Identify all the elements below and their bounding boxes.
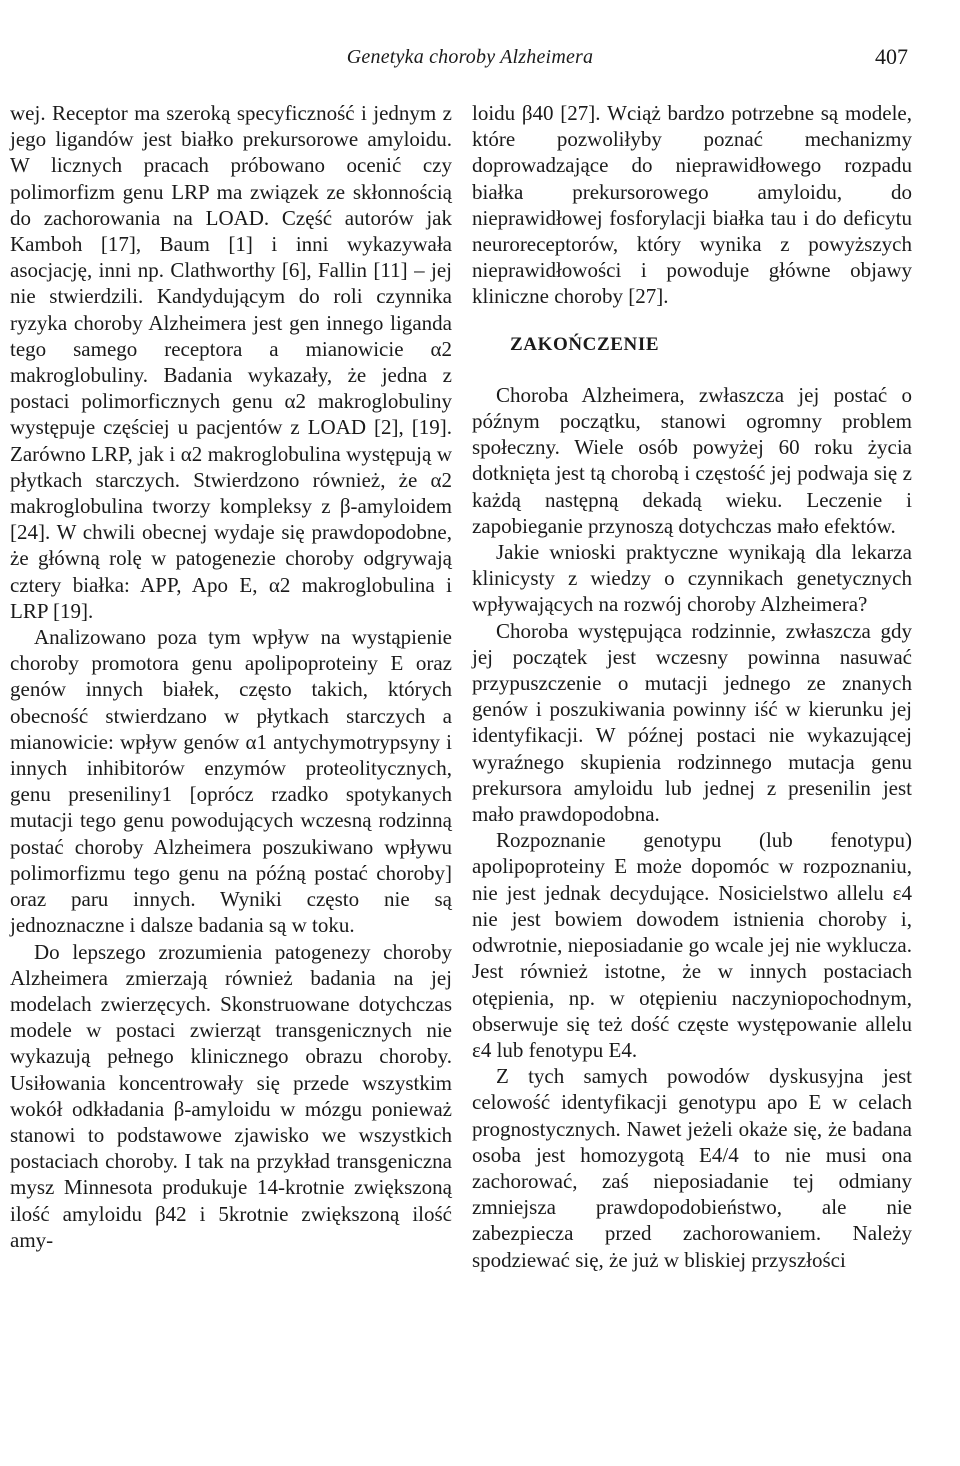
- paragraph: Do lepszego zrozumienia patogenezy choroby Alzheimera zmierzają również badania na jej modelach zwierzęcych. Skonstruowane dotychczas modele w postaci zwierząt transgenicznych nie wykazują pełnego klinicznego obrazu choroby. Usiłowania koncentrowały się przede wszystkim wokół odkładania β-amyloidu w mózgu ponieważ stanowi to podstawowe zjawisko we wszystkich postaciach choroby. I tak na przykład transgeniczna mysz Minnesota produkuje 14-krotnie zwiększoną ilość amyloidu β42 i 5krotnie zwiększoną ilość amy-: [10, 939, 452, 1252]
- left-column: [10, 100, 452, 1253]
- paragraph: Analizowano poza tym wpływ na wystąpienie choroby promotora genu apolipoproteiny E oraz genów innych białek, często takich, których obecność stwierdzano w płytkach starczych a mianowicie: wpływ genów α1 antychymotrypsyny i innych inhibitorów enzymów proteolitycznych, genu preseniliny1 [oprócz rzadko spotykanych mutacji tego genu powodujących wczesną rodzinną postać choroby Alzheimera poszukiwano wpływu polimorfizmu tego genu na późną postać choroby] oraz paru innych. Wyniki często nie są jednoznaczne i dalsze badania są w toku.: [10, 625, 452, 938]
- page-number: 407: [875, 44, 908, 69]
- running-title: Genetyka choroby Alzheimera: [346, 46, 594, 68]
- paragraph: wej. Receptor ma szeroką specyficzność i jednym z jego ligandów jest białko prekursorowe amyloidu. W licznych pracach próbowano ocenić czy polimorfizm genu LRP ma związek ze skłonnością do zachorowania na LOAD. Część autorów jak Kamboh [17], Baum [1] i inni wykazywała asocjację, inni np. Clathworthy [6], Fallin [11] – jej nie stwierdzili. Kandydującym do roli czynnika ryzyka choroby Alzheimera jest gen innego liganda tego samego receptora a mianowicie α2 makroglobuliny. Badania wykazały, że jedna z postaci polimorficznych genu α2 makroglobuliny występuje częściej u pacjentów z LOAD [2], [19]. Zarówno LRP, jak i α2 makroglobulina występują w płytkach starczych. Stwierdzono również, że α2 makroglobulina tworzy kompleksy z β-amyloidem [24]. W chwili obecnej wydaje się prawdopodobne, że główną rolę w patogenezie choroby odgrywają cztery białka: APP, Apo E, α2 makroglobulina i LRP [19].: [10, 101, 452, 623]
- paragraph: Z tych samych powodów dyskusyjna jest celowość identyfikacji genotypu apo E w celach prognostycznych. Nawet jeżeli okaże się, że badana osoba jest homozygotą E4/4 to nie musi ona zachorować, zaś nieposiadanie tej odmiany zmniejsza prawdopodobieństwo, ale nie zabezpiecza przed zachorowaniem. Należy spodziewać się, że już w bliskiej przyszłości: [472, 1064, 912, 1272]
- paragraph: Rozpoznanie genotypu (lub fenotypu) apolipoproteiny E może dopomóc w rozpoznaniu, nie jest jednak decydujące. Nosicielstwo allelu ε4 nie jest bowiem dowodem istnienia choroby i, odwrotnie, nieposiadanie go wcale jej nie wyklucza. Jest również istotne, że w innych postaciach otępienia, np. w otępieniu naczyniopochodnym, obserwuje się też dość częste występowanie allelu ε4 lub fenotypu E4.: [472, 828, 912, 1062]
- section-heading: ZAKOŃCZENIE: [510, 333, 660, 355]
- right-column: [472, 100, 912, 1273]
- paragraph: Choroba Alzheimera, zwłaszcza jej postać o późnym początku, stanowi ogromny problem społeczny. Wiele osób powyżej 60 roku życia dotknięta jest tą chorobą i częstość jej podwaja się z każdą następną dekadą wieku. Leczenie i zapobieganie przynoszą dotychczas mało efektów.: [472, 382, 912, 538]
- paragraph: loidu β40 [27]. Wciąż bardzo potrzebne są modele, które pozwoliłyby poznać mechanizmy doprowadzające do nieprawidłowego rozpadu białka prekursorowego amyloidu, do nieprawidłowej fosforylacji białka tau i do deficytu neuroreceptorów, który wynika z powyższych nieprawidłowości i powoduje główne objawy kliniczne choroby [27].: [472, 101, 912, 309]
- paragraph: Choroba występująca rodzinnie, zwłaszcza gdy jej początek jest wczesny powinna nasuwać przypuszczenie o mutacji jednego ze znanych genów i poszukiwania powinny iść w kierunku jej identyfikacji. W późnej postaci nie wykazującej wyraźnego skupienia rodzinnego mutacja genu prekursora amyloidu lub jednej z presenilin jest mało prawdopodobna.: [472, 618, 912, 827]
- paragraph: Jakie wnioski praktyczne wynikają dla lekarza klinicysty z wiedzy o czynnikach genetycznych wpływających na rozwój choroby Alzheimera?: [472, 540, 912, 617]
